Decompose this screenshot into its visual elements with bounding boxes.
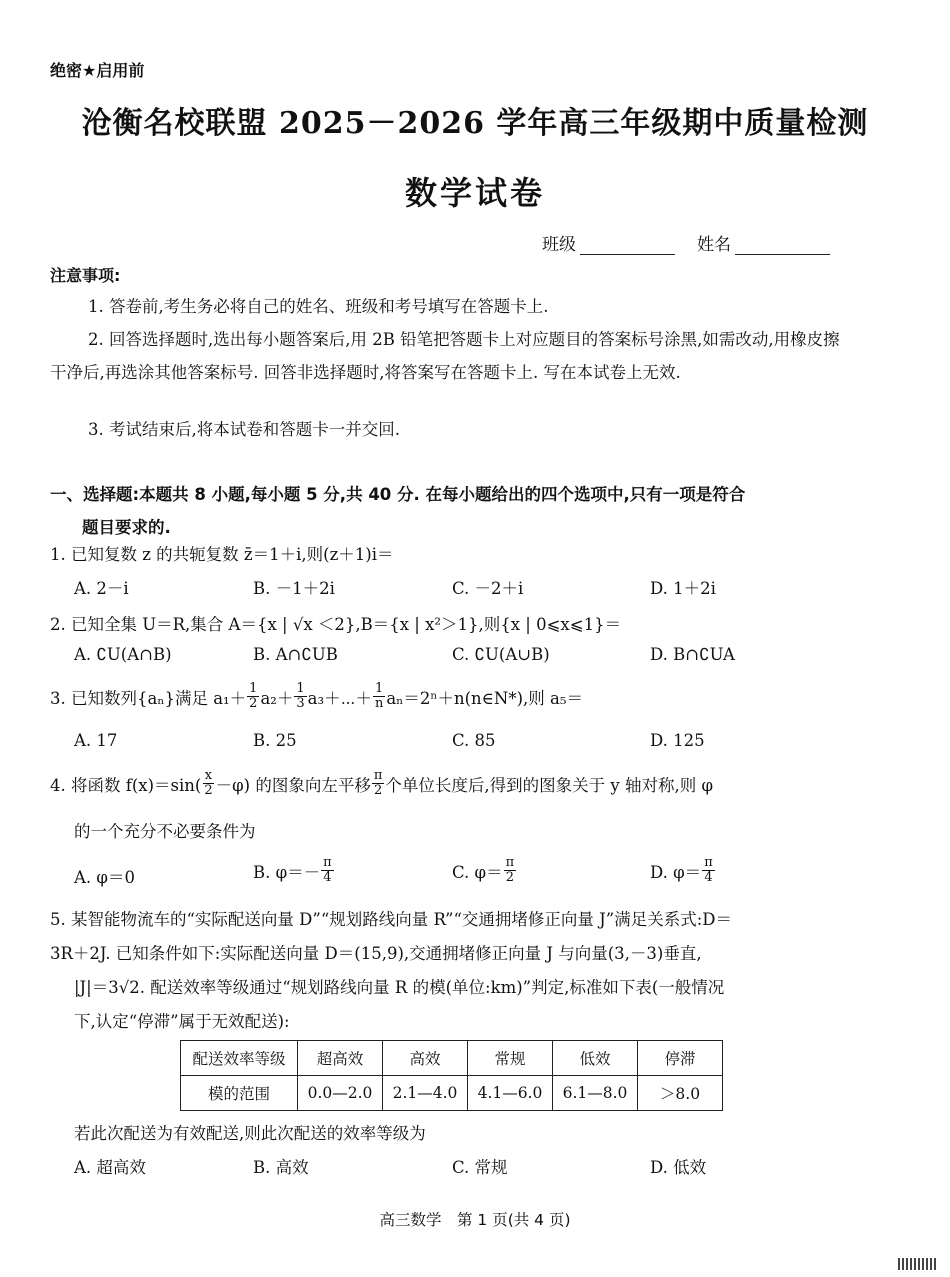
confidential-mark: 绝密★启用前 bbox=[50, 61, 145, 80]
name-field[interactable] bbox=[697, 230, 830, 255]
option-c-text: C. φ＝ bbox=[452, 862, 503, 882]
question-1-option-d[interactable]: D. 1＋2i bbox=[650, 579, 716, 598]
fraction-denominator: 2 bbox=[373, 783, 383, 798]
question-5-line1: 5. 某智能物流车的“实际配送向量 D”“规划路线向量 R”“交通拥堵修正向量 J”满足关系式:D＝ bbox=[50, 910, 732, 929]
notice-item-2: 2. 回答选择题时,选出每小题答案后,用 2B 铅笔把答题卡上对应题目的答案标号涂黑,如需改动,用橡皮擦干净后,再选涂其他答案标号. 回答非选择题时,将答案写在答题卡上. 写在本试卷上无效. bbox=[50, 330, 840, 382]
page-footer: 高三数学 第 1 页(共 4 页) bbox=[379, 1211, 571, 1229]
notice-item-1: 1. 答卷前,考生务必将自己的姓名、班级和考号填写在答题卡上. bbox=[88, 297, 549, 316]
question-3-stem-mid1: a₂＋ bbox=[260, 688, 294, 708]
option-b-text: B. φ＝－ bbox=[253, 862, 321, 882]
fraction-1-2 bbox=[247, 682, 259, 711]
fraction-1-n bbox=[373, 682, 385, 711]
fraction-denominator: 4 bbox=[704, 870, 713, 885]
question-2-stem: 2. 已知全集 U＝R,集合 A＝{x | √x ＜2},B＝{x | x²＞1},则{x | 0⩽x⩽1}＝ bbox=[50, 615, 622, 634]
table-cell: 配送效率等级 bbox=[181, 1041, 298, 1076]
question-5-option-c[interactable]: C. 常规 bbox=[452, 1158, 508, 1177]
question-3-option-c[interactable]: C. 85 bbox=[452, 731, 496, 750]
fraction-denominator: 2 bbox=[505, 870, 514, 885]
table-cell: 超高效 bbox=[298, 1041, 383, 1076]
student-info-fields bbox=[542, 230, 830, 255]
table-cell: 停滞 bbox=[638, 1041, 723, 1076]
fraction-1-3 bbox=[294, 682, 306, 711]
question-2-option-d[interactable]: D. B∩∁UA bbox=[650, 645, 735, 664]
table-cell: ＞8.0 bbox=[638, 1076, 723, 1111]
table-cell: 4.1—6.0 bbox=[468, 1076, 553, 1111]
fraction-denominator: 2 bbox=[204, 783, 213, 798]
question-4-option-d[interactable] bbox=[650, 856, 716, 885]
question-1-option-b[interactable]: B. －1＋2i bbox=[253, 579, 335, 598]
question-3-option-d[interactable]: D. 125 bbox=[650, 731, 705, 750]
question-5-option-b[interactable]: B. 高效 bbox=[253, 1158, 309, 1177]
table-row bbox=[181, 1076, 723, 1111]
fraction-pi-4 bbox=[702, 856, 715, 885]
name-label: 姓名 bbox=[697, 235, 731, 255]
question-1-stem: 1. 已知复数 z 的共轭复数 z̄＝1＋i,则(z＋1)i＝ bbox=[50, 545, 394, 564]
fraction-numerator: 1 bbox=[249, 681, 258, 696]
question-4-option-b[interactable] bbox=[253, 856, 335, 885]
fraction-x-2 bbox=[202, 769, 214, 798]
class-blank[interactable] bbox=[580, 236, 675, 255]
class-field[interactable] bbox=[542, 230, 675, 255]
section-heading bbox=[50, 478, 850, 544]
question-2-option-b[interactable]: B. A∩∁UB bbox=[253, 645, 338, 664]
question-4-option-a[interactable]: A. φ＝0 bbox=[74, 868, 135, 887]
table-cell: 低效 bbox=[553, 1041, 638, 1076]
fraction-numerator: π bbox=[373, 768, 383, 783]
question-3-stem-post: aₙ＝2ⁿ＋n(n∈N*),则 a₅＝ bbox=[386, 688, 583, 708]
question-1-option-a[interactable]: A. 2－i bbox=[74, 579, 129, 598]
section-heading-line1: 一、选择题:本题共 8 小题,每小题 5 分,共 40 分. 在每小题给出的四个选项中,只有一项是符合 bbox=[50, 485, 746, 504]
fraction-numerator: 1 bbox=[375, 681, 384, 696]
question-5-line5: 若此次配送为有效配送,则此次配送的效率等级为 bbox=[74, 1124, 426, 1143]
fraction-denominator: 3 bbox=[296, 696, 305, 711]
fraction-numerator: x bbox=[204, 768, 213, 783]
question-2-option-a[interactable]: A. ∁U(A∩B) bbox=[74, 645, 172, 664]
fraction-pi-2 bbox=[372, 769, 385, 798]
table-cell: 高效 bbox=[383, 1041, 468, 1076]
question-3-option-a[interactable]: A. 17 bbox=[74, 731, 118, 750]
section-heading-line2: 题目要求的. bbox=[82, 518, 171, 537]
table-cell: 2.1—4.0 bbox=[383, 1076, 468, 1111]
fraction-numerator: 1 bbox=[296, 681, 305, 696]
question-3-stem bbox=[50, 682, 583, 711]
fraction-denominator: 4 bbox=[323, 870, 332, 885]
question-1-option-c[interactable]: C. －2＋i bbox=[452, 579, 524, 598]
table-cell: 6.1—8.0 bbox=[553, 1076, 638, 1111]
question-4-option-c[interactable] bbox=[452, 856, 517, 885]
qr-code-icon bbox=[898, 1258, 938, 1270]
name-blank[interactable] bbox=[735, 236, 830, 255]
question-3-stem-pre: 3. 已知数列{aₙ}满足 a₁＋ bbox=[50, 688, 247, 708]
question-4-stem bbox=[50, 769, 713, 798]
fraction-numerator: π bbox=[704, 855, 713, 870]
question-5-line4: 下,认定“停滞”属于无效配送): bbox=[74, 1012, 290, 1031]
efficiency-grade-table bbox=[180, 1040, 723, 1111]
question-2-option-c[interactable]: C. ∁U(A∪B) bbox=[452, 645, 550, 664]
fraction-numerator: π bbox=[505, 855, 515, 870]
table-cell: 0.0—2.0 bbox=[298, 1076, 383, 1111]
notice-item-3: 3. 考试结束后,将本试卷和答题卡一并交回. bbox=[88, 420, 400, 439]
exam-title: 沧衡名校联盟 2025－2026 学年高三年级期中质量检测 bbox=[81, 106, 869, 141]
exam-subtitle: 数学试卷 bbox=[404, 174, 545, 212]
fraction-numerator: π bbox=[323, 855, 332, 870]
question-4-line2: 的一个充分不必要条件为 bbox=[74, 822, 256, 841]
option-d-text: D. φ＝ bbox=[650, 862, 702, 882]
question-5-line2: 3R＋2J. 已知条件如下:实际配送向量 D＝(15,9),交通拥堵修正向量 J 与向量(3,－3)垂直, bbox=[50, 944, 702, 963]
question-4-stem-pre: 4. 将函数 f(x)＝sin( bbox=[50, 775, 202, 795]
question-4-stem-mid: －φ) 的图象向左平移 bbox=[215, 775, 371, 795]
class-label: 班级 bbox=[542, 235, 576, 255]
notice-title: 注意事项: bbox=[50, 266, 121, 285]
fraction-denominator: 2 bbox=[249, 696, 258, 711]
question-5-line3: |J|＝3√2. 配送效率等级通过“规划路线向量 R 的模(单位:km)”判定,标准如下表(一般情况 bbox=[74, 978, 725, 997]
fraction-pi-2 bbox=[504, 856, 517, 885]
table-header-row bbox=[181, 1041, 723, 1076]
question-3-stem-mid2: a₃＋⋯＋ bbox=[307, 688, 372, 708]
question-5-option-a[interactable]: A. 超高效 bbox=[74, 1158, 146, 1177]
table-cell: 常规 bbox=[468, 1041, 553, 1076]
question-4-stem-post: 个单位长度后,得到的图象关于 y 轴对称,则 φ bbox=[385, 775, 714, 795]
question-3-option-b[interactable]: B. 25 bbox=[253, 731, 297, 750]
fraction-pi-4 bbox=[321, 856, 334, 885]
table-cell: 模的范围 bbox=[181, 1076, 298, 1111]
question-5-option-d[interactable]: D. 低效 bbox=[650, 1158, 707, 1177]
fraction-denominator: n bbox=[374, 696, 384, 711]
